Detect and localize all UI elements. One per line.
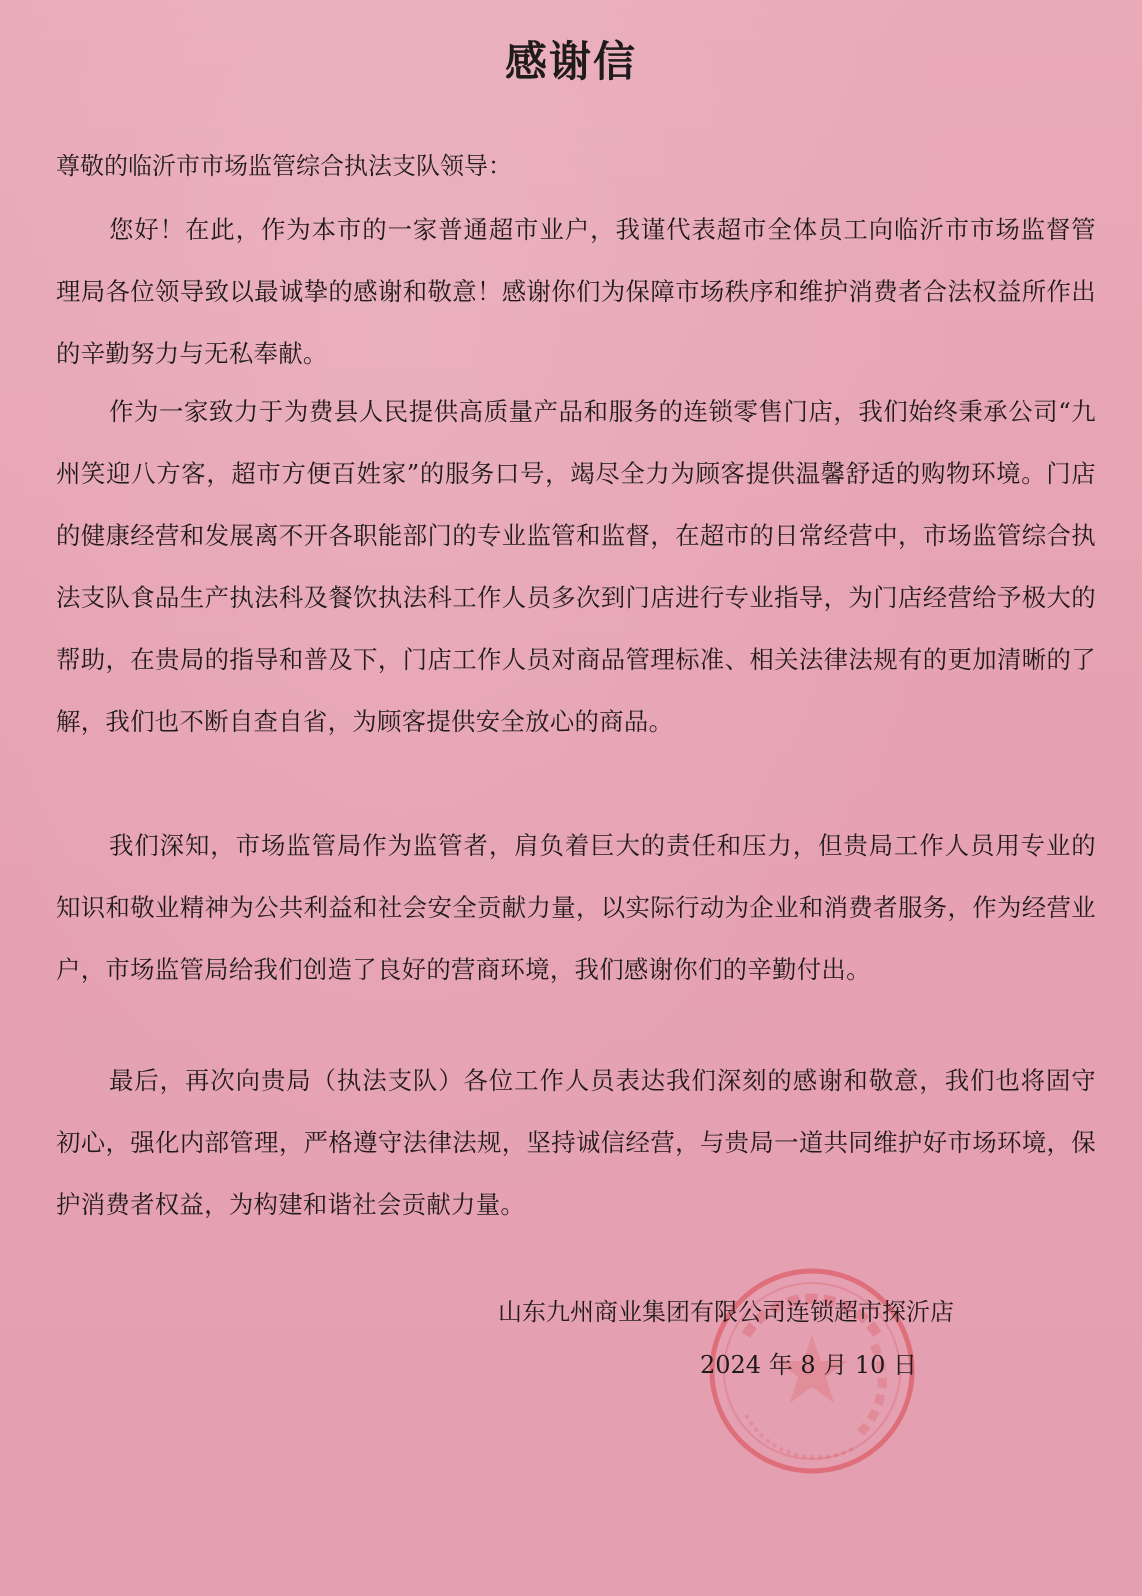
letter-paragraph-2: 作为一家致力于为费县人民提供高质量产品和服务的连锁零售门店，我们始终秉承公司“九州笑迎八方客，超市方便百姓家”的服务口号，竭尽全力为顾客提供温馨舒适的购物环境。门店的健康经营和发展离不开各职能部门的专业监管和监督，在超市的日常经营中，市场监管综合执法支队食品生产执法科及餐饮执法科工作人员多次到门店进行专业指导，为门店经营给予极大的帮助，在贵局的指导和普及下，门店工作人员对商品管理标准、相关法律法规有的更加清晰的了解，我们也不断自查自省，为顾客提供安全放心的商品。 xyxy=(56,397,1096,736)
letter-paragraph-1: 您好！在此，作为本市的一家普通超市业户，我谨代表超市全体员工向临沂市市场监督管理局各位领导致以最诚挚的感谢和敬意！感谢你们为保障市场秩序和维护消费者合法权益所作出的辛勤努力与无私奉献。 xyxy=(56,215,1096,368)
letter-paragraph-4: 最后，再次向贵局（执法支队）各位工作人员表达我们深刻的感谢和敬意，我们也将固守初心，强化内部管理，严格遵守法律法规，坚持诚信经营，与贵局一道共同维护好市场环境，保护消费者权益，为构建和谐社会贡献力量。 xyxy=(56,1066,1096,1219)
letter-paragraph-3: 我们深知，市场监管局作为监管者，肩负着巨大的责任和压力，但贵局工作人员用专业的知识和敬业精神为公共利益和社会安全贡献力量，以实际行动为企业和消费者服务，作为经营业户，市场监管局给我们创造了良好的营商环境，我们感谢你们的辛勤付出。 xyxy=(56,831,1096,984)
signature-company: 山东九州商业集团有限公司连锁超市探沂店 xyxy=(498,1298,954,1326)
signature-date: 2024 年 8 月 10 日 xyxy=(700,1351,918,1379)
letter-title: 感谢信 xyxy=(504,37,637,86)
letter-salutation: 尊敬的临沂市市场监管综合执法支队领导： xyxy=(56,152,512,180)
